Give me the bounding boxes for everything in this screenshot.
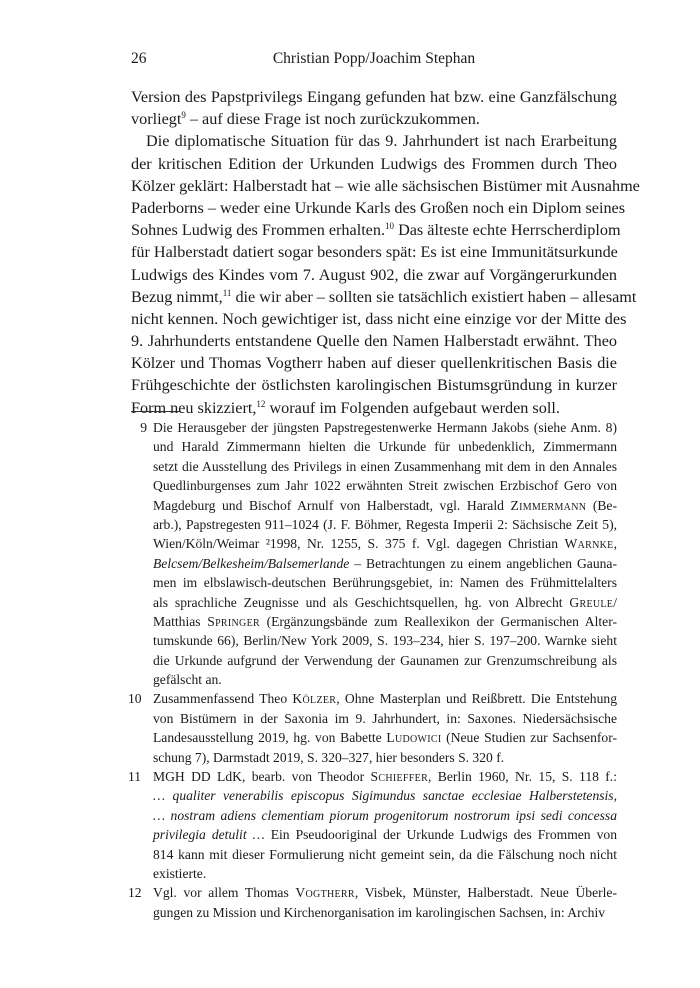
footnote-line: MGH DD LdK, bearb. von Theodor Schieffer, Berlin 1960, Nr. 15, S. 118 f.: [153,769,617,785]
footnote-number: 12 [128,885,142,901]
footnote-line: Matthias Springer (Ergänzungsbände zum Reallexikon der Germanischen Alter- [153,613,617,629]
footnote-number: 10 [128,691,142,707]
author-name: Kölzer [292,691,337,707]
footnote-line: Zusammenfassend Theo Kölzer, Ohne Masterplan und Reißbrett. Die Entstehung [153,691,617,707]
body-line: 9. Jahrhunderts entstandene Quelle den Namen Halberstadt erwähnt. Theo [131,332,617,351]
body-line: der kritischen Edition der Urkunden Ludwigs des Frommen durch Theo [131,154,617,173]
body-line: Bezug nimmt,$^{11}$ die wir aber – sollten sie tatsächlich existiert haben – allesamt [131,287,637,306]
footnote-line: Die Herausgeber der jüngsten Papstregestenwerke Hermann Jakobs (siehe Anm. 8) [153,420,617,435]
footnote-line [153,786,617,805]
body-line: nicht kennen. Noch gewichtiger ist, dass nicht eine einzige vor der Mitte des [131,309,627,328]
italic-text: … nostram adiens clementiam piorum progenitorum nostrorum ipsi sedi concessa [153,807,617,823]
running-title: Christian Popp/Joachim Stephan [272,50,476,67]
body-line: für Halberstadt datiert sogar besonders spät: Es ist eine Immunitätsurkunde [131,243,618,262]
body-line: Paderborns – weder eine Urkunde Karls des Großen noch ein Diplom seines [131,198,626,217]
footnote-line: die Urkunde aufgrund der Verwendung der Gaunamen zur Grenzumschreibung als [153,652,617,668]
author-name: Zimmermann [510,497,587,513]
body-line: vorliegt$^9$ – auf diese Frage ist noch zurückzukommen. [131,110,480,129]
footnote-reference[interactable]: 10 [385,221,395,232]
body-line: Version des Papstprivilegs Eingang gefunden hat bzw. eine Ganzfälschung [131,88,617,106]
footnote-line: Magdeburg und Bischof Arnulf von Halberstadt, vgl. Harald Zimmermann (Be- [153,497,617,513]
italic-text: … qualiter venerabilis episcopus Sigimundus sanctae ecclesiae Halberstetensis, [153,788,617,804]
footnote-line: Wien/Köln/Weimar ²1998, Nr. 1255, S. 375 f. Vgl. dagegen Christian Warnke, [153,536,617,552]
footnote-line: Belcsem/Belkesheim/Balsemerlande – Betrachtungen zu einem angeblichen Gauna- [153,555,617,571]
running-head [131,50,617,72]
footnote-line: tumskunde 66), Berlin/New York 2009, S. 193–234, hier S. 197–200. Warnke sieht [153,633,617,649]
body-line: Frühgeschichte der östlichsten karolingischen Bistumsgründung in kurzer [131,376,617,395]
body-line: Ludwigs des Kindes vom 7. August 902, die zwar auf Vorgängerurkunden [131,265,617,284]
body-line: Form neu skizziert,$^{12}$ worauf im Folgenden aufgebaut werden soll. [131,398,560,417]
footnote-number: 11 [128,769,142,785]
author-name: Schieffer [370,769,429,785]
footnote-line: von Bistümern in der Saxonia im 9. Jahrhundert, in: Saxones. Niedersächsische [153,710,617,726]
footnote-line: als sprachliche Zeugnisse und als Geschichtsquellen, hg. von Albrecht Greule/ [153,594,617,610]
body-line: Kölzer geklärt: Halberstadt hat – wie alle sächsischen Bistümer mit Ausnahme [131,176,640,195]
footnote-11 [128,767,617,883]
footnote-line: gungen zu Mission und Kirchenorganisation im karolingischen Sachsen, in: Archiv [153,904,606,920]
italic-text: Belcsem/Belkesheim/Balsemerlande [153,555,350,571]
body-text [131,86,640,419]
page-number: 26 [131,50,147,67]
body-line: Die diplomatische Situation für das 9. Jahrhundert ist nach Erarbeitung [146,132,617,151]
author-name: Ludowici [386,730,442,746]
footnote-line: Landesausstellung 2019, hg. von Babette Ludowici (Neue Studien zur Sachsenfor- [153,730,617,746]
author-name: Warnke [564,536,614,552]
footnote-rule [131,411,181,412]
footnote-line: 814 kann mit dieser Formulierung nicht gemeint sein, da die Fälschung noch nicht [153,846,617,862]
footnote-line: privilegia detulit … Ein Pseudooriginal der Urkunde Ludwigs des Frommen von [153,827,617,843]
footnote-reference[interactable]: 12 [256,398,266,409]
author-name: Greule [569,594,614,610]
footnotes [128,418,617,922]
footnote-number: 9 [140,420,147,435]
footnote-line: setzt die Ausstellung des Privilegs in einen Zusammenhang mit dem in den Annales [153,458,617,474]
footnote-12 [128,883,617,922]
author-name: Springer [207,613,260,629]
footnote-line: Vgl. vor allem Thomas Vogtherr, Visbek, Münster, Halberstadt. Neue Überle- [153,885,617,901]
footnote-line: gefälscht an. [153,672,222,688]
footnote-line: men im elbslawisch-deutschen Berührungsgebiet, in: Namen des Frühmittelalters [153,575,617,591]
body-line: Kölzer und Thomas Vogtherr haben auf dieser quellenkritischen Basis die [131,354,617,373]
footnote-line [153,806,617,825]
footnote-reference[interactable]: 11 [222,287,232,298]
footnote-line: schung 7), Darmstadt 2019, S. 320–327, hier besonders S. 320 f. [153,749,505,765]
footnote-line: Quedlinburgenses zum Jahr 1022 erwähnten Streit zwischen Erzbischof Gero von [153,478,617,494]
italic-text: privilegia detulit … [153,827,265,843]
footnote-line: existierte. [153,865,207,881]
footnote-9 [131,418,617,689]
body-line: Sohnes Ludwig des Frommen erhalten.$^{10}$ Das älteste echte Herrscherdiplom [131,221,621,240]
footnote-line: arb.), Papstregesten 911–1024 (J. F. Böhmer, Regesta Imperii 2: Sächsische Zeit 5), [153,516,617,532]
footnote-10 [128,689,617,767]
footnote-line: und Harald Zimmermann hielten die Urkunde für unbedenklich, Zimmermann [153,439,617,455]
author-name: Vogtherr [295,885,355,901]
footnote-reference[interactable]: 9 [181,110,186,121]
